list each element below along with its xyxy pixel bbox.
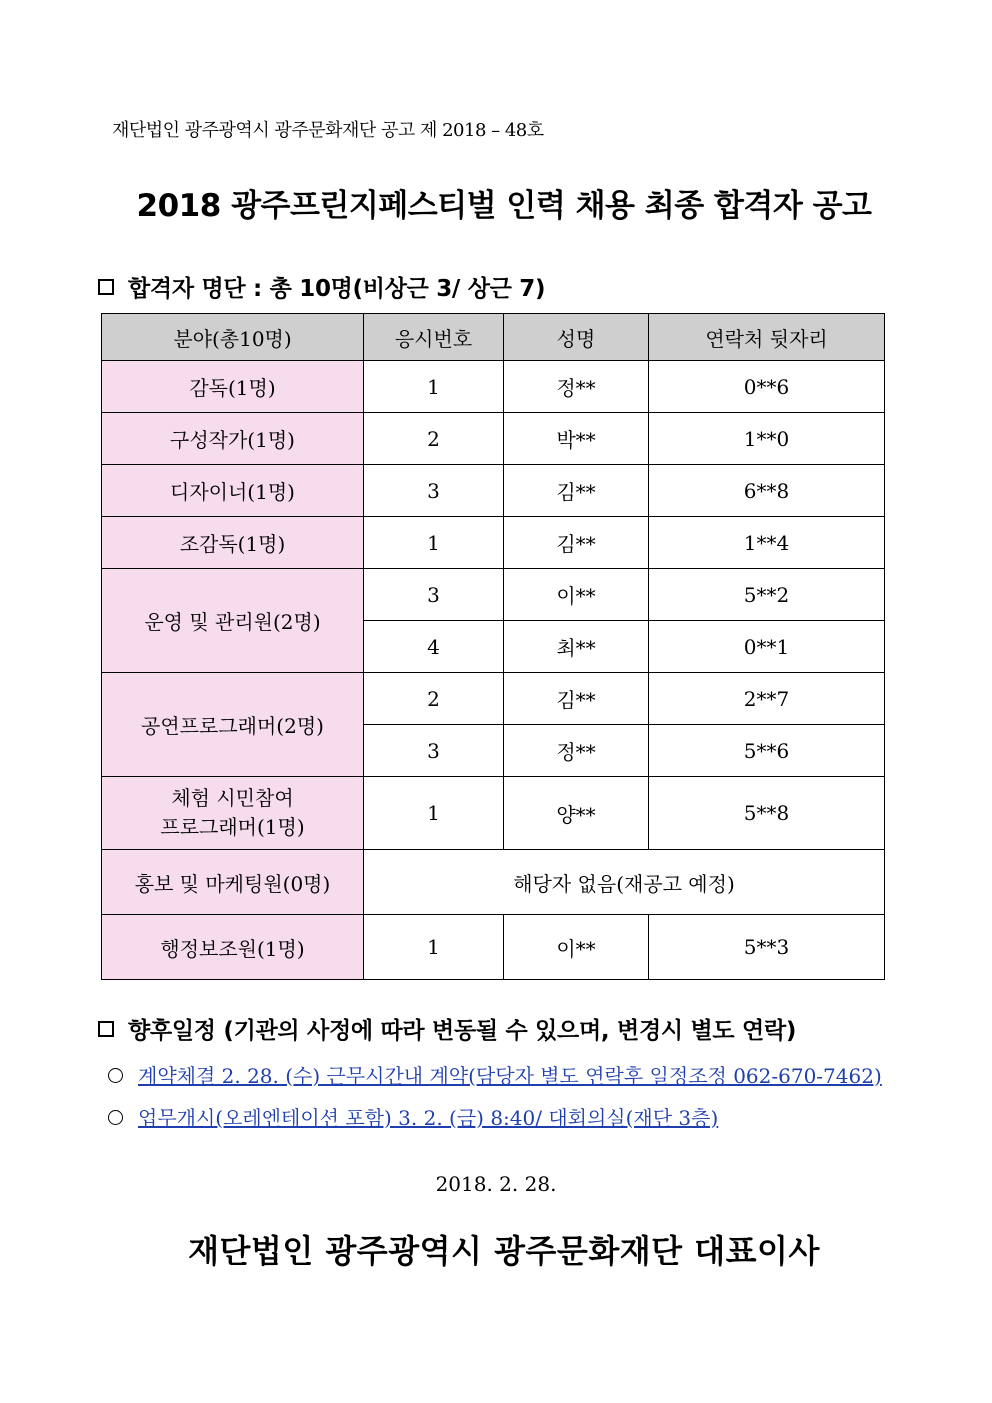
name-cell: 김** <box>504 465 649 517</box>
category-cell: 운영 및 관리원(2명) <box>102 569 364 673</box>
category-cell: 조감독(1명) <box>102 517 364 569</box>
circle-bullet-icon <box>108 1068 123 1083</box>
phone-cell: 5**8 <box>649 777 885 850</box>
number-cell: 1 <box>364 361 504 413</box>
category-line: 체험 시민참여 <box>171 786 294 810</box>
column-header: 연락처 뒷자리 <box>649 314 885 361</box>
table-header-row <box>102 314 885 361</box>
number-cell: 1 <box>364 517 504 569</box>
name-cell: 정** <box>504 725 649 777</box>
name-cell: 박** <box>504 413 649 465</box>
phone-cell: 0**1 <box>649 621 885 673</box>
table-row <box>102 673 885 725</box>
schedule-heading <box>98 1012 796 1045</box>
schedule-item <box>108 1060 882 1089</box>
phone-cell: 1**0 <box>649 413 885 465</box>
schedule-link-contract[interactable]: 계약체결 2. 28. (수) 근무시간내 계약(담당자 별도 연락후 일정조정 062-670-7462) <box>138 1064 882 1088</box>
table-row <box>102 465 885 517</box>
signature: 재단법인 광주광역시 광주문화재단 대표이사 <box>188 1232 820 1270</box>
roster-heading-text: 합격자 명단 : 총 10명(비상근 3/ 상근 7) <box>128 276 546 302</box>
column-header: 성명 <box>504 314 649 361</box>
category-cell: 디자이너(1명) <box>102 465 364 517</box>
number-cell: 4 <box>364 621 504 673</box>
page-title: 2018 광주프린지페스티벌 인력 채용 최종 합격자 공고 <box>136 188 872 224</box>
phone-cell: 6**8 <box>649 465 885 517</box>
phone-cell: 2**7 <box>649 673 885 725</box>
square-bullet-icon <box>98 279 114 295</box>
table-row <box>102 517 885 569</box>
category-cell: 감독(1명) <box>102 361 364 413</box>
schedule-link-start[interactable]: 업무개시(오레엔테이션 포함) 3. 2. (금) 8:40/ 대회의실(재단 3층) <box>138 1106 719 1130</box>
square-bullet-icon <box>98 1021 114 1037</box>
number-cell: 2 <box>364 413 504 465</box>
name-cell: 이** <box>504 915 649 980</box>
column-header: 분야(총10명) <box>102 314 364 361</box>
category-cell <box>102 777 364 850</box>
schedule-heading-text: 향후일정 (기관의 사정에 따라 변동될 수 있으며, 변경시 별도 연락) <box>128 1018 797 1044</box>
number-cell: 1 <box>364 777 504 850</box>
category-cell: 홍보 및 마케팅원(0명) <box>102 850 364 915</box>
name-cell: 이** <box>504 569 649 621</box>
table-row <box>102 569 885 621</box>
number-cell: 3 <box>364 465 504 517</box>
number-cell: 2 <box>364 673 504 725</box>
roster-table <box>101 313 885 980</box>
name-cell: 김** <box>504 673 649 725</box>
table-row <box>102 915 885 980</box>
number-cell: 1 <box>364 915 504 980</box>
table-row <box>102 361 885 413</box>
number-cell: 3 <box>364 569 504 621</box>
category-cell: 구성작가(1명) <box>102 413 364 465</box>
category-cell: 행정보조원(1명) <box>102 915 364 980</box>
table-row <box>102 413 885 465</box>
name-cell: 최** <box>504 621 649 673</box>
notice-date: 2018. 2. 28. <box>435 1172 557 1196</box>
name-cell: 김** <box>504 517 649 569</box>
merged-note-cell: 해당자 없음(재공고 예정) <box>364 850 885 915</box>
phone-cell: 5**6 <box>649 725 885 777</box>
category-line: 프로그래머(1명) <box>160 815 305 839</box>
category-cell: 공연프로그래머(2명) <box>102 673 364 777</box>
notice-number: 재단법인 광주광역시 광주문화재단 공고 제 2018 – 48호 <box>112 120 544 141</box>
table-row <box>102 850 885 915</box>
schedule-item <box>108 1102 718 1131</box>
phone-cell: 0**6 <box>649 361 885 413</box>
name-cell: 양** <box>504 777 649 850</box>
name-cell: 정** <box>504 361 649 413</box>
column-header: 응시번호 <box>364 314 504 361</box>
phone-cell: 1**4 <box>649 517 885 569</box>
number-cell: 3 <box>364 725 504 777</box>
phone-cell: 5**2 <box>649 569 885 621</box>
circle-bullet-icon <box>108 1110 123 1125</box>
table-row <box>102 777 885 850</box>
roster-heading <box>98 270 545 303</box>
phone-cell: 5**3 <box>649 915 885 980</box>
